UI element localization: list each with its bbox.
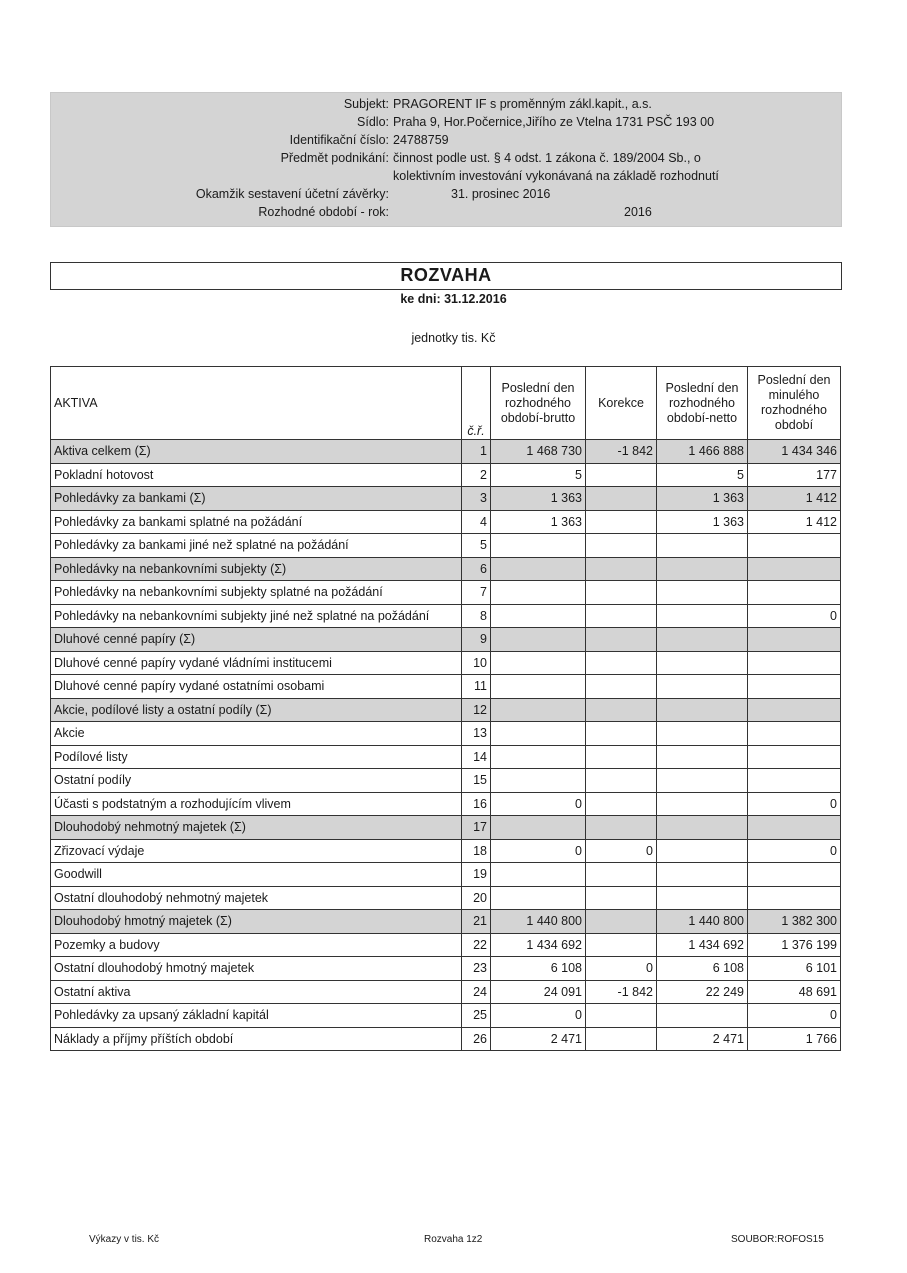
row-number: 19 bbox=[462, 863, 491, 887]
row-label: Zřizovací výdaje bbox=[51, 839, 462, 863]
korekce-value bbox=[586, 698, 657, 722]
brutto-value: 1 468 730 bbox=[491, 440, 586, 464]
col-header-netto: Poslední den rozhodného období-netto bbox=[657, 367, 748, 440]
row-number: 2 bbox=[462, 463, 491, 487]
netto-value: 1 466 888 bbox=[657, 440, 748, 464]
netto-value bbox=[657, 698, 748, 722]
netto-value: 1 363 bbox=[657, 487, 748, 511]
korekce-value bbox=[586, 1027, 657, 1051]
row-label: Ostatní podíly bbox=[51, 769, 462, 793]
brutto-value bbox=[491, 628, 586, 652]
table-row bbox=[51, 792, 841, 816]
brutto-value: 6 108 bbox=[491, 957, 586, 981]
brutto-value bbox=[491, 769, 586, 793]
korekce-value bbox=[586, 651, 657, 675]
table-row bbox=[51, 769, 841, 793]
netto-value bbox=[657, 1004, 748, 1028]
previous-value: 0 bbox=[748, 839, 841, 863]
previous-value: 1 412 bbox=[748, 487, 841, 511]
row-label: Pokladní hotovost bbox=[51, 463, 462, 487]
row-label: Pohledávky na nebankovními subjekty jiné než splatné na požádání bbox=[51, 604, 462, 628]
previous-value bbox=[748, 698, 841, 722]
row-number: 4 bbox=[462, 510, 491, 534]
korekce-value: -1 842 bbox=[586, 980, 657, 1004]
table-row bbox=[51, 722, 841, 746]
row-number: 25 bbox=[462, 1004, 491, 1028]
brutto-value bbox=[491, 722, 586, 746]
previous-value: 6 101 bbox=[748, 957, 841, 981]
previous-value: 1 376 199 bbox=[748, 933, 841, 957]
brutto-value: 1 440 800 bbox=[491, 910, 586, 934]
previous-value bbox=[748, 628, 841, 652]
netto-value bbox=[657, 792, 748, 816]
table-row bbox=[51, 557, 841, 581]
row-number: 20 bbox=[462, 886, 491, 910]
row-number: 6 bbox=[462, 557, 491, 581]
previous-value: 0 bbox=[748, 792, 841, 816]
row-number: 11 bbox=[462, 675, 491, 699]
subject-value: PRAGORENT IF s proměnným zákl.kapit., a.s. bbox=[393, 97, 652, 111]
brutto-value: 1 363 bbox=[491, 487, 586, 511]
netto-value bbox=[657, 557, 748, 581]
row-label: Pohledávky za upsaný základní kapitál bbox=[51, 1004, 462, 1028]
brutto-value: 5 bbox=[491, 463, 586, 487]
col-header-previous: Poslední den minulého rozhodného období bbox=[748, 367, 841, 440]
title-box bbox=[50, 262, 842, 290]
previous-value bbox=[748, 722, 841, 746]
table-row bbox=[51, 980, 841, 1004]
korekce-value bbox=[586, 487, 657, 511]
row-label: Akcie, podílové listy a ostatní podíly (Σ) bbox=[51, 698, 462, 722]
table-row bbox=[51, 1004, 841, 1028]
business-label: Předmět podnikání: bbox=[280, 151, 389, 165]
table-row bbox=[51, 910, 841, 934]
brutto-value bbox=[491, 698, 586, 722]
brutto-value bbox=[491, 604, 586, 628]
row-number: 21 bbox=[462, 910, 491, 934]
brutto-value: 1 434 692 bbox=[491, 933, 586, 957]
brutto-value: 0 bbox=[491, 1004, 586, 1028]
row-label: Dlouhodobý nehmotný majetek (Σ) bbox=[51, 816, 462, 840]
row-label: Pohledávky za bankami jiné než splatné na požádání bbox=[51, 534, 462, 558]
seat-value: Praha 9, Hor.Počernice,Jiřího ze Vtelna 1731 PSČ 193 00 bbox=[393, 115, 715, 129]
page-title: ROZVAHA bbox=[400, 265, 492, 285]
row-number: 15 bbox=[462, 769, 491, 793]
balance-sheet-table bbox=[50, 366, 841, 1051]
previous-value: 1 382 300 bbox=[748, 910, 841, 934]
brutto-value bbox=[491, 745, 586, 769]
row-number: 23 bbox=[462, 957, 491, 981]
korekce-value bbox=[586, 534, 657, 558]
previous-value bbox=[748, 557, 841, 581]
brutto-value bbox=[491, 534, 586, 558]
table-row bbox=[51, 487, 841, 511]
row-label: Náklady a příjmy příštích období bbox=[51, 1027, 462, 1051]
brutto-value bbox=[491, 651, 586, 675]
row-label: Dluhové cenné papíry (Σ) bbox=[51, 628, 462, 652]
netto-value bbox=[657, 816, 748, 840]
brutto-value bbox=[491, 886, 586, 910]
row-number: 7 bbox=[462, 581, 491, 605]
brutto-value: 0 bbox=[491, 792, 586, 816]
previous-value: 1 412 bbox=[748, 510, 841, 534]
seat-label: Sídlo: bbox=[357, 115, 389, 129]
previous-value: 1 434 346 bbox=[748, 440, 841, 464]
row-number: 5 bbox=[462, 534, 491, 558]
row-number: 1 bbox=[462, 440, 491, 464]
netto-value bbox=[657, 769, 748, 793]
row-label: Dluhové cenné papíry vydané vládními institucemi bbox=[51, 651, 462, 675]
brutto-value bbox=[491, 581, 586, 605]
row-number: 8 bbox=[462, 604, 491, 628]
netto-value: 1 434 692 bbox=[657, 933, 748, 957]
previous-value bbox=[748, 863, 841, 887]
previous-value bbox=[748, 816, 841, 840]
business-value-line1: činnost podle ust. § 4 odst. 1 zákona č. 189/2004 Sb., o bbox=[393, 151, 701, 165]
row-label: Podílové listy bbox=[51, 745, 462, 769]
brutto-value: 0 bbox=[491, 839, 586, 863]
table-row bbox=[51, 534, 841, 558]
compilation-date-label: Okamžik sestavení účetní závěrky: bbox=[195, 187, 389, 201]
row-number: 12 bbox=[462, 698, 491, 722]
row-number: 24 bbox=[462, 980, 491, 1004]
netto-value bbox=[657, 534, 748, 558]
balance-date: ke dni: 31.12.2016 bbox=[400, 292, 507, 306]
row-number: 22 bbox=[462, 933, 491, 957]
netto-value: 5 bbox=[657, 463, 748, 487]
table-row bbox=[51, 581, 841, 605]
table-row bbox=[51, 510, 841, 534]
period-value: 2016 bbox=[624, 205, 652, 219]
korekce-value bbox=[586, 675, 657, 699]
brutto-value bbox=[491, 863, 586, 887]
netto-value bbox=[657, 604, 748, 628]
row-number: 17 bbox=[462, 816, 491, 840]
korekce-value bbox=[586, 792, 657, 816]
previous-value: 0 bbox=[748, 1004, 841, 1028]
korekce-value bbox=[586, 510, 657, 534]
netto-value bbox=[657, 886, 748, 910]
previous-value: 1 766 bbox=[748, 1027, 841, 1051]
netto-value bbox=[657, 745, 748, 769]
brutto-value: 24 091 bbox=[491, 980, 586, 1004]
row-number: 16 bbox=[462, 792, 491, 816]
period-label: Rozhodné období - rok: bbox=[258, 205, 389, 219]
row-label: Pohledávky za bankami splatné na požádání bbox=[51, 510, 462, 534]
korekce-value bbox=[586, 557, 657, 581]
korekce-value bbox=[586, 581, 657, 605]
netto-value bbox=[657, 628, 748, 652]
korekce-value bbox=[586, 816, 657, 840]
table-row bbox=[51, 886, 841, 910]
row-number: 9 bbox=[462, 628, 491, 652]
row-label: Pohledávky za bankami (Σ) bbox=[51, 487, 462, 511]
col-header-korekce: Korekce bbox=[586, 367, 657, 440]
previous-value: 0 bbox=[748, 604, 841, 628]
korekce-value bbox=[586, 463, 657, 487]
units-note: jednotky tis. Kč bbox=[411, 331, 496, 345]
previous-value bbox=[748, 769, 841, 793]
korekce-value bbox=[586, 745, 657, 769]
korekce-value: 0 bbox=[586, 957, 657, 981]
row-number: 10 bbox=[462, 651, 491, 675]
table-row bbox=[51, 675, 841, 699]
korekce-value: -1 842 bbox=[586, 440, 657, 464]
netto-value bbox=[657, 581, 748, 605]
netto-value: 6 108 bbox=[657, 957, 748, 981]
previous-value bbox=[748, 651, 841, 675]
compilation-date-value: 31. prosinec 2016 bbox=[451, 187, 551, 201]
previous-value bbox=[748, 534, 841, 558]
row-label: Akcie bbox=[51, 722, 462, 746]
korekce-value bbox=[586, 628, 657, 652]
col-header-row-number: č.ř. bbox=[462, 367, 491, 440]
netto-value: 2 471 bbox=[657, 1027, 748, 1051]
table-header-row bbox=[51, 367, 841, 440]
previous-value bbox=[748, 675, 841, 699]
table-row bbox=[51, 628, 841, 652]
row-label: Goodwill bbox=[51, 863, 462, 887]
table-row bbox=[51, 698, 841, 722]
row-label: Ostatní aktiva bbox=[51, 980, 462, 1004]
table-row bbox=[51, 440, 841, 464]
korekce-value bbox=[586, 910, 657, 934]
id-value: 24788759 bbox=[393, 133, 449, 147]
table-row bbox=[51, 1027, 841, 1051]
korekce-value bbox=[586, 886, 657, 910]
previous-value: 177 bbox=[748, 463, 841, 487]
row-label: Pozemky a budovy bbox=[51, 933, 462, 957]
previous-value bbox=[748, 581, 841, 605]
korekce-value bbox=[586, 863, 657, 887]
korekce-value: 0 bbox=[586, 839, 657, 863]
row-label: Aktiva celkem (Σ) bbox=[51, 440, 462, 464]
row-number: 18 bbox=[462, 839, 491, 863]
company-header bbox=[50, 92, 842, 227]
korekce-value bbox=[586, 722, 657, 746]
previous-value bbox=[748, 745, 841, 769]
row-label: Dluhové cenné papíry vydané ostatními osobami bbox=[51, 675, 462, 699]
netto-value bbox=[657, 675, 748, 699]
footer-left: Výkazy v tis. Kč bbox=[89, 1234, 160, 1245]
netto-value bbox=[657, 863, 748, 887]
table-row bbox=[51, 816, 841, 840]
brutto-value: 2 471 bbox=[491, 1027, 586, 1051]
korekce-value bbox=[586, 933, 657, 957]
footer-right: SOUBOR:ROFOS15 bbox=[731, 1234, 824, 1245]
table-row bbox=[51, 839, 841, 863]
table-row bbox=[51, 863, 841, 887]
brutto-value bbox=[491, 557, 586, 581]
netto-value bbox=[657, 722, 748, 746]
table-row bbox=[51, 604, 841, 628]
table-row bbox=[51, 957, 841, 981]
row-number: 14 bbox=[462, 745, 491, 769]
netto-value: 1 363 bbox=[657, 510, 748, 534]
netto-value: 1 440 800 bbox=[657, 910, 748, 934]
subject-label: Subjekt: bbox=[343, 97, 389, 111]
business-value-line2: kolektivním investování vykonávaná na základě rozhodnutí bbox=[393, 169, 719, 183]
korekce-value bbox=[586, 769, 657, 793]
row-label: Pohledávky na nebankovními subjekty splatné na požádání bbox=[51, 581, 462, 605]
table-row bbox=[51, 933, 841, 957]
col-header-aktiva: AKTIVA bbox=[51, 367, 462, 440]
brutto-value bbox=[491, 675, 586, 699]
korekce-value bbox=[586, 604, 657, 628]
table-row bbox=[51, 745, 841, 769]
row-label: Ostatní dlouhodobý hmotný majetek bbox=[51, 957, 462, 981]
netto-value bbox=[657, 839, 748, 863]
table-row bbox=[51, 463, 841, 487]
col-header-brutto: Poslední den rozhodného období-brutto bbox=[491, 367, 586, 440]
previous-value bbox=[748, 886, 841, 910]
id-label: Identifikační číslo: bbox=[289, 133, 389, 147]
brutto-value: 1 363 bbox=[491, 510, 586, 534]
brutto-value bbox=[491, 816, 586, 840]
row-label: Ostatní dlouhodobý nehmotný majetek bbox=[51, 886, 462, 910]
row-label: Dlouhodobý hmotný majetek (Σ) bbox=[51, 910, 462, 934]
row-number: 13 bbox=[462, 722, 491, 746]
row-number: 3 bbox=[462, 487, 491, 511]
footer-center: Rozvaha 1z2 bbox=[424, 1234, 483, 1245]
netto-value bbox=[657, 651, 748, 675]
row-label: Účasti s podstatným a rozhodujícím vlivem bbox=[51, 792, 462, 816]
row-label: Pohledávky na nebankovními subjekty (Σ) bbox=[51, 557, 462, 581]
korekce-value bbox=[586, 1004, 657, 1028]
netto-value: 22 249 bbox=[657, 980, 748, 1004]
previous-value: 48 691 bbox=[748, 980, 841, 1004]
row-number: 26 bbox=[462, 1027, 491, 1051]
table-row bbox=[51, 651, 841, 675]
